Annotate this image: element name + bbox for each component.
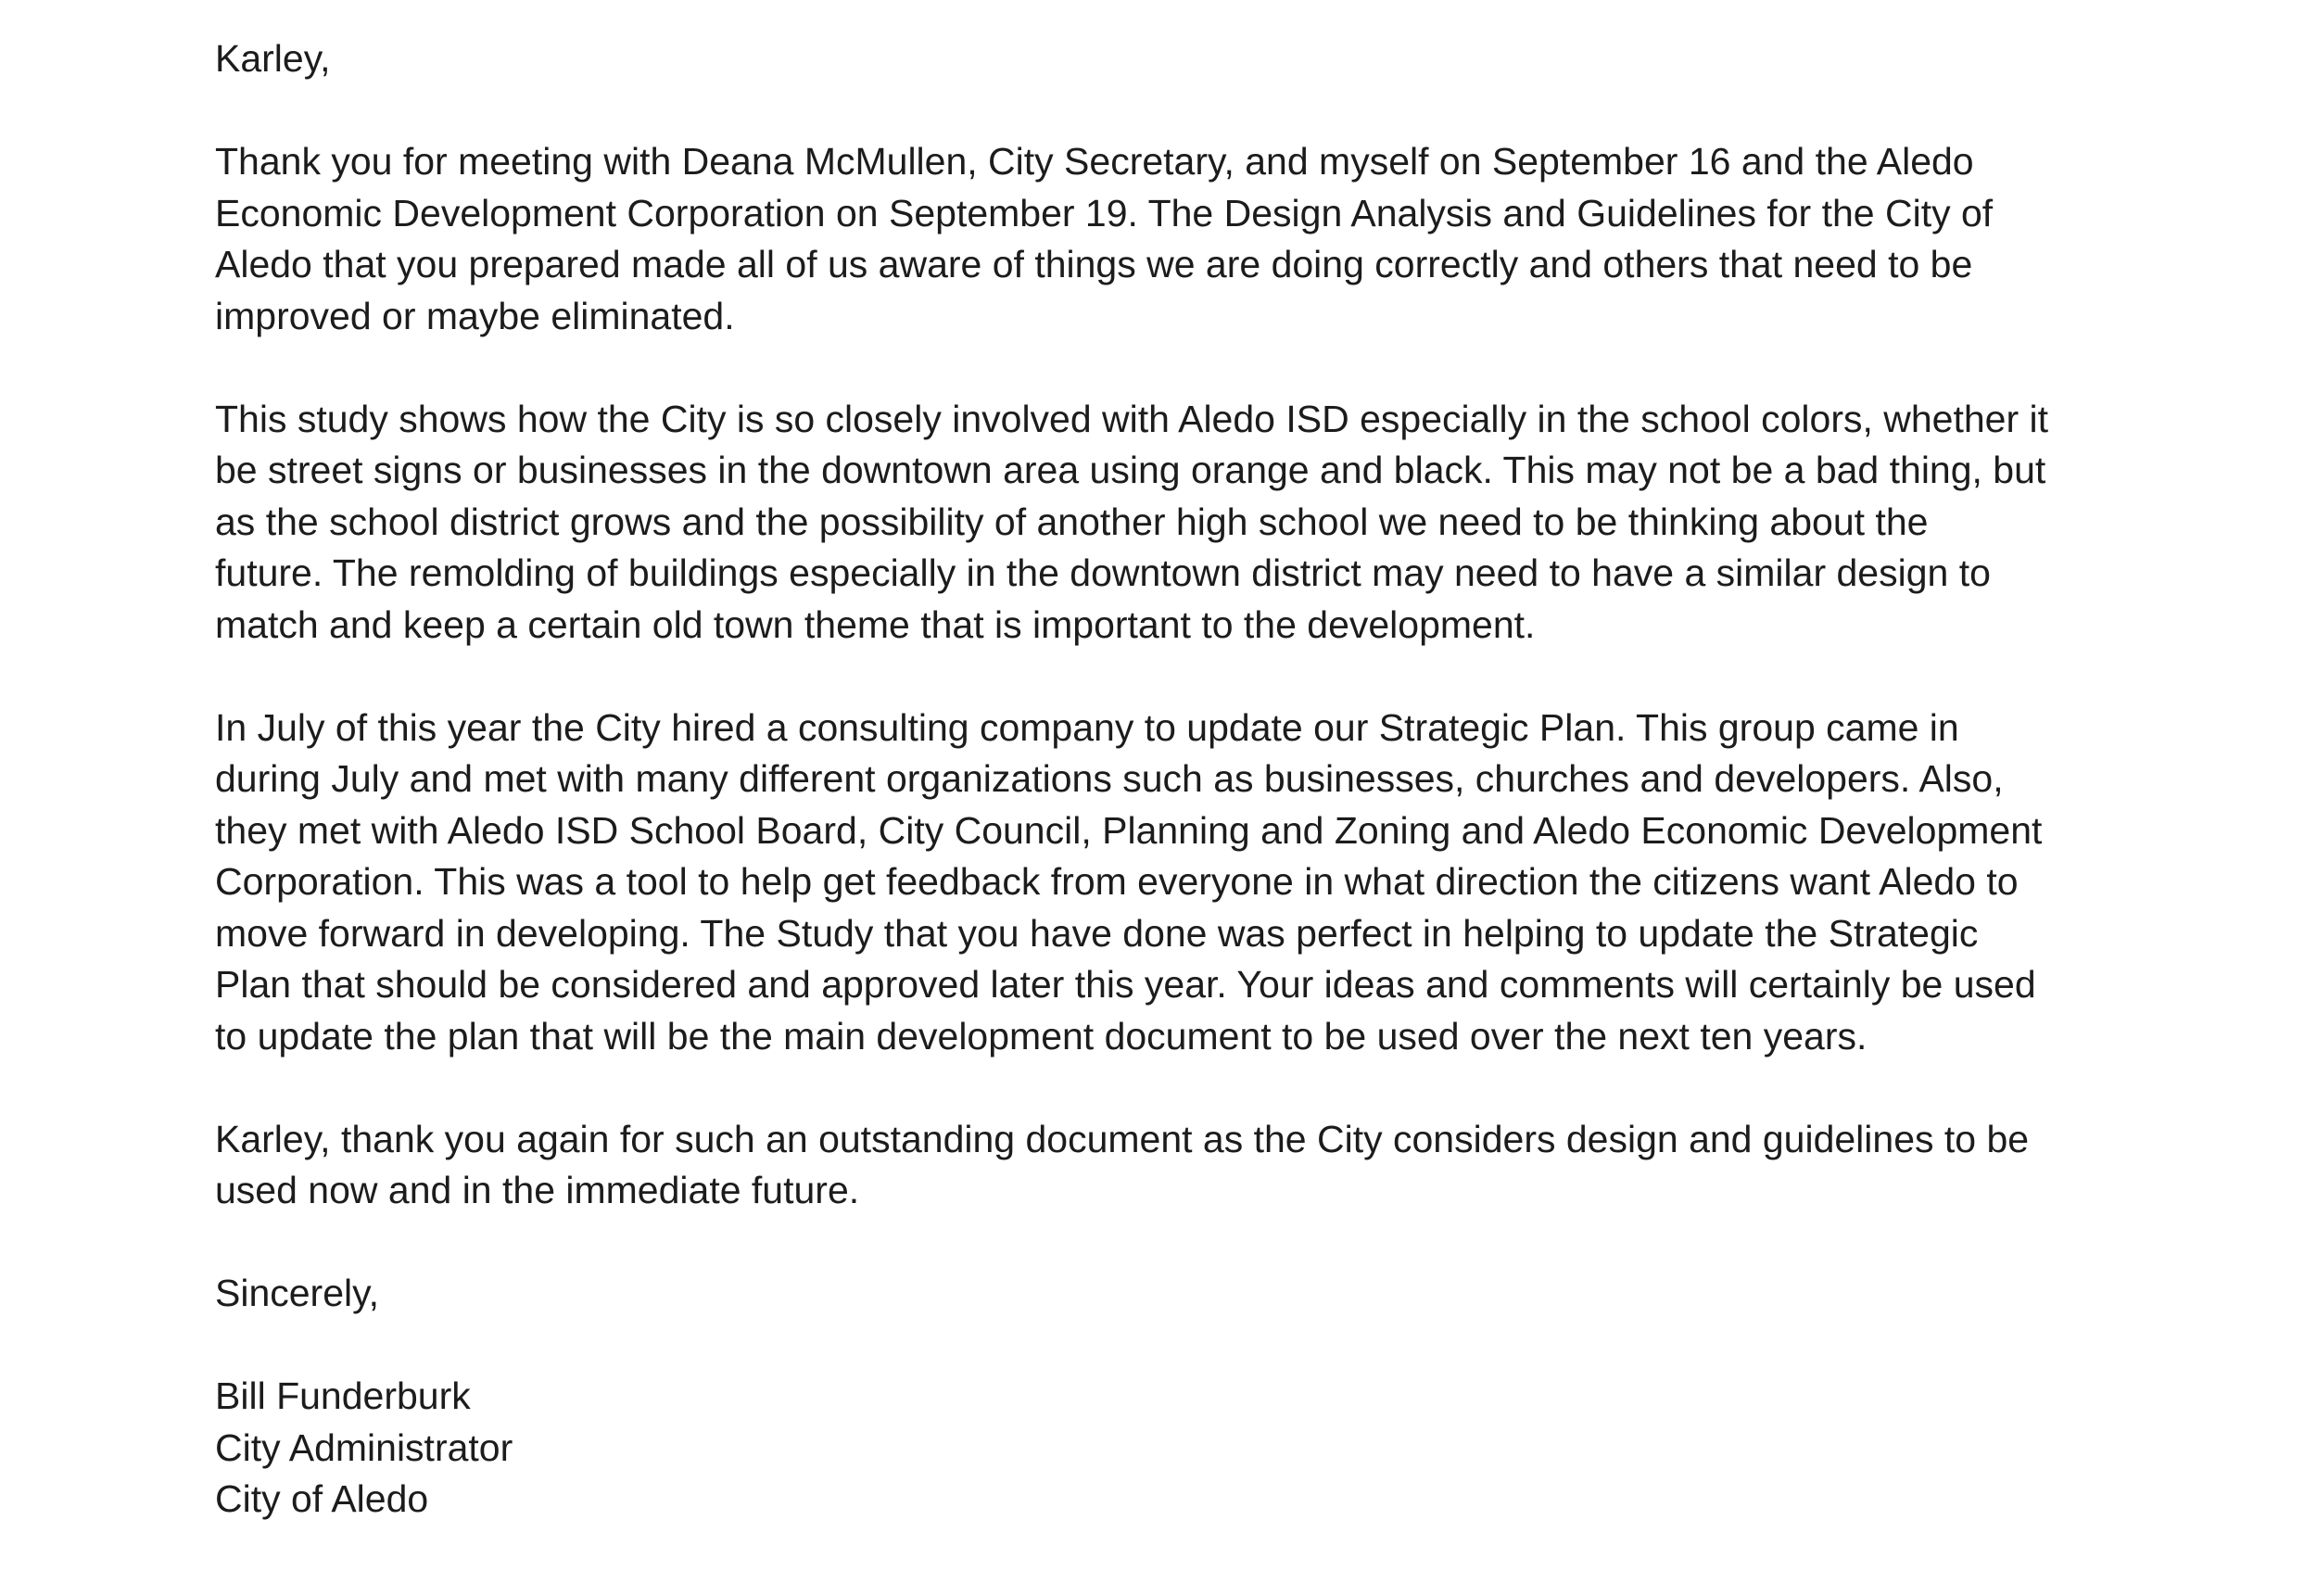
- salutation: Karley,: [215, 37, 331, 80]
- paragraph-line: In July of this year the City hired a consulting company to update our Strategic Plan. This group came in: [215, 705, 1959, 749]
- paragraph-1: [215, 136, 2217, 342]
- signature-block: [215, 1371, 2217, 1526]
- paragraph-gap: [215, 1217, 2217, 1269]
- paragraph-3: [215, 703, 2217, 1063]
- paragraph-gap: [215, 342, 2217, 394]
- closing: Sincerely,: [215, 1272, 379, 1314]
- paragraph-gap: [215, 1320, 2217, 1372]
- paragraph-line: during July and met with many different organizations such as businesses, churches and developers. Also,: [215, 757, 2004, 800]
- paragraph-gap: [215, 1062, 2217, 1114]
- paragraph-line: This study shows how the City is so closely involved with Aledo ISD especially in the school colors, whether it: [215, 397, 2049, 440]
- letter-body: [215, 33, 2217, 1526]
- paragraph-line: Karley, thank you again for such an outstanding document as the City considers design and guidelines to be: [215, 1117, 2030, 1160]
- paragraph-line: Thank you for meeting with Deana McMullen, City Secretary, and myself on September 16 and the Aledo: [215, 140, 1974, 183]
- paragraph-line: Corporation. This was a tool to help get feedback from everyone in what direction the citizens want Aledo to: [215, 860, 2019, 903]
- paragraph-line: they met with Aledo ISD School Board, City Council, Planning and Zoning and Aledo Economic Development: [215, 808, 2043, 852]
- paragraph-line: used now and in the immediate future.: [215, 1169, 860, 1211]
- signature-title: City Administrator: [215, 1425, 513, 1469]
- signature-name: Bill Funderburk: [215, 1374, 471, 1417]
- paragraph-line: Plan that should be considered and approved later this year. Your ideas and comments will certainly be used: [215, 963, 2036, 1006]
- paragraph-line: improved or maybe eliminated.: [215, 294, 735, 337]
- paragraph-line: match and keep a certain old town theme that is important to the development.: [215, 602, 1536, 646]
- paragraph-line: Economic Development Corporation on September 19. The Design Analysis and Guidelines for the City of: [215, 191, 1994, 234]
- paragraph-4: [215, 1114, 2217, 1217]
- paragraph-line: be street signs or businesses in the downtown area using orange and black. This may not be a bad thing, but: [215, 449, 2046, 491]
- paragraph-line: move forward in developing. The Study that you have done was perfect in helping to update the Strategic: [215, 911, 1979, 955]
- paragraph-2: [215, 394, 2217, 652]
- paragraph-gap: [215, 85, 2217, 137]
- signature-organization: City of Aledo: [215, 1477, 429, 1520]
- paragraph-line: Aledo that you prepared made all of us aware of things we are doing correctly and others that need to be: [215, 243, 1973, 285]
- paragraph-gap: [215, 651, 2217, 703]
- paragraph-line: future. The remolding of buildings especially in the downtown district may need to have a similar design to: [215, 551, 1991, 594]
- paragraph-line: as the school district grows and the possibility of another high school we need to be thinking about the: [215, 500, 1929, 543]
- paragraph-line: to update the plan that will be the main development document to be used over the next ten years.: [215, 1014, 1868, 1058]
